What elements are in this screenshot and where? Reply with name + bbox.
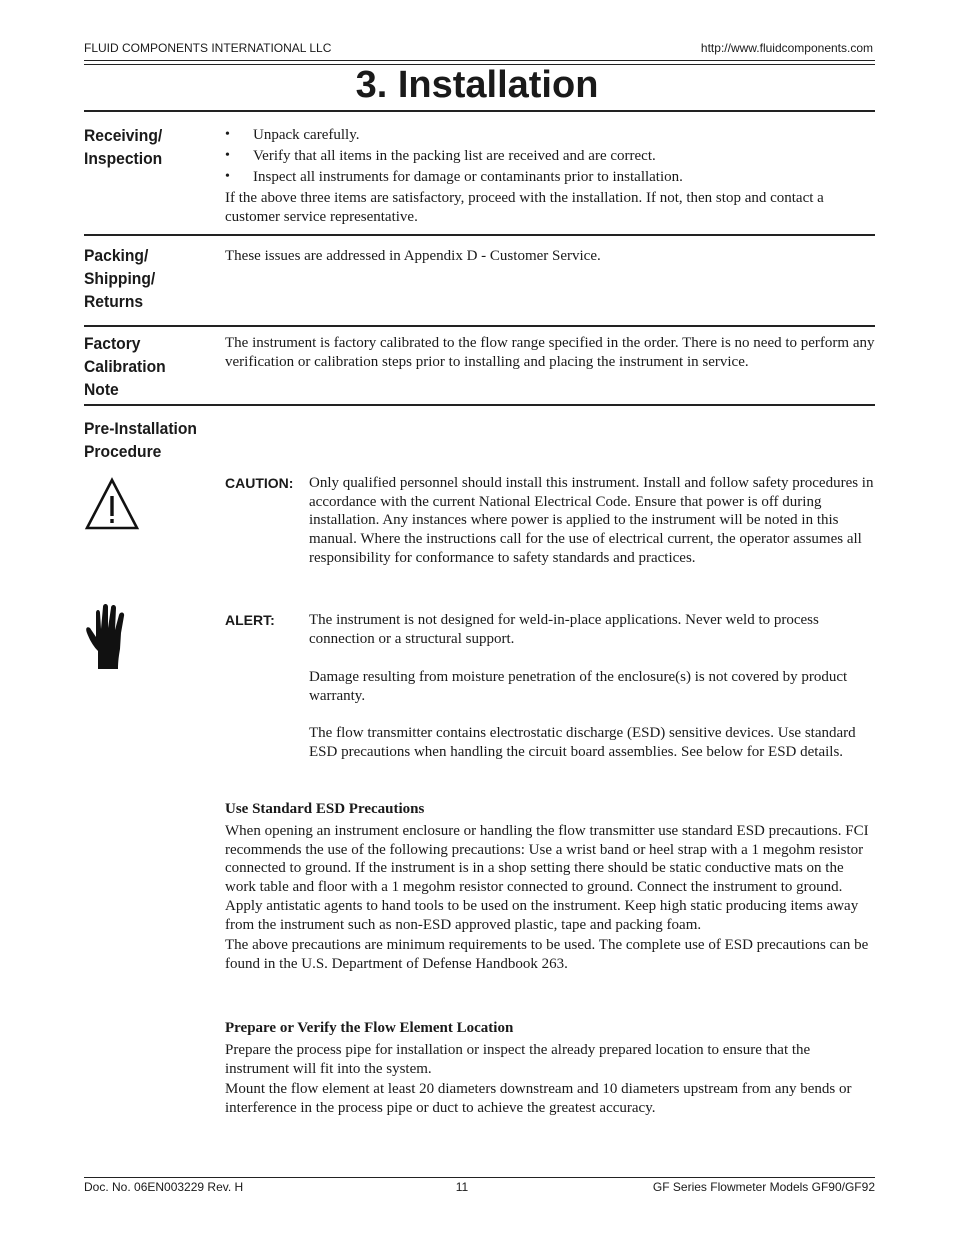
alert-paragraph: [309, 724, 875, 761]
list-item: [225, 126, 875, 147]
location-text: Mount the flow element at least 20 diameters downstream and 10 diameters upstream from any bends or interference in the process pipe or duct to achieve the greatest accuracy.: [225, 1081, 852, 1117]
caution-text: Only qualified personnel should install this instrument. Install and follow safety procedures in accordance with the current National Electrical Code. Ensure that power is off during installation. Any instances where power is applied to the instrument will be noted in this manual. Where the instructions call for the use of electrical current, the operator assumes all responsibility for conformance to safety standards and practices.: [309, 475, 874, 566]
esd-text: When opening an instrument enclosure or handling the flow transmitter use standard ESD precautions. FCI recommends the use of the following precautions: Use a wrist band or heel strap with a 1 megohm resistor connected to ground. If the instrument is in a shop setting there should be static conductive mats on the work table and floor with a 1 megohm resistor connected to ground. Connect the instrument to ground. Apply antistatic agents to hand tools to be used on the instrument. Keep high static producing items away from the instrument such as non-ESD approved plastic, tape and packing foam.: [225, 823, 869, 933]
alert-text: Damage resulting from moisture penetration of the enclosure(s) is not covered by product warranty.: [309, 669, 848, 704]
section-heading-receiving: [84, 124, 204, 170]
alert-text: The flow transmitter contains electrostatic discharge (ESD) sensitive devices. Use standard ESD precautions when handling the circuit board assemblies. See below for ESD details.: [309, 725, 856, 760]
header-rule-top: [84, 60, 875, 61]
receiving-body: [225, 126, 875, 227]
footer-doc-number: Doc. No. 06EN003229 Rev. H: [84, 1180, 244, 1194]
title-rule: [84, 110, 875, 112]
location-text: Prepare the process pipe for installation or inspect the already prepared location to ensure that the instrument will fit into the system.: [225, 1042, 811, 1077]
heading-line: Returns: [84, 292, 144, 311]
esd-text: The above precautions are minimum requirements to be used. The complete use of ESD precautions can be found in the U.S. Department of Defense Handbook 263.: [225, 937, 869, 972]
caution-label: CAUTION:: [225, 475, 294, 491]
header-company: FLUID COMPONENTS INTERNATIONAL LLC: [84, 41, 332, 55]
packing-body: [225, 247, 875, 266]
list-item: [225, 147, 875, 168]
location-body: [225, 1041, 875, 1118]
alert-label: ALERT:: [225, 612, 275, 628]
bullet-icon: •: [225, 127, 230, 142]
heading-line: Shipping/: [84, 269, 156, 288]
factory-body: [225, 334, 875, 372]
heading-line: Factory: [84, 334, 141, 353]
heading-line: Calibration: [84, 357, 166, 376]
footer-rule: [84, 1177, 875, 1178]
packing-text: These issues are addressed in Appendix D - Customer Service.: [225, 248, 601, 264]
heading-line: Receiving/: [84, 126, 163, 145]
list-item-text: Inspect all instruments for damage or contaminants prior to installation.: [253, 169, 683, 185]
section-heading-packing: [84, 244, 204, 313]
heading-line: Inspection: [84, 149, 163, 168]
alert-paragraph: [309, 668, 875, 705]
page-title: 3. Installation: [355, 64, 599, 106]
bullet-icon: •: [225, 169, 230, 184]
footer-page-number: 11: [455, 1180, 469, 1194]
list-item-text: Verify that all items in the packing list are received and are correct.: [253, 148, 656, 164]
bullet-icon: •: [225, 148, 230, 163]
section-rule: [84, 325, 875, 327]
list-item: [225, 168, 875, 189]
heading-line: Pre-Installation: [84, 419, 197, 438]
section-rule: [84, 234, 875, 236]
warning-triangle-icon: [84, 477, 140, 531]
location-heading: Prepare or Verify the Flow Element Location: [225, 1020, 514, 1036]
receiving-note: If the above three items are satisfactory, proceed with the installation. If not, then stop and contact a customer service representative.: [225, 190, 824, 225]
esd-heading: Use Standard ESD Precautions: [225, 801, 425, 817]
caution-text-block: [309, 474, 875, 568]
alert-hand-icon: [84, 603, 134, 669]
esd-body: [225, 822, 875, 974]
section-rule: [84, 404, 875, 406]
alert-paragraph: [309, 611, 875, 648]
section-heading-preinstall: [84, 417, 204, 463]
heading-line: Note: [84, 380, 119, 399]
factory-text: The instrument is factory calibrated to the flow range specified in the order. There is no need to perform any verification or calibration steps prior to installing and placing the instrument in service.: [225, 335, 875, 370]
footer-product: GF Series Flowmeter Models GF90/GF92: [652, 1180, 875, 1194]
header-url: http://www.fluidcomponents.com: [700, 41, 873, 55]
section-heading-factory: [84, 332, 204, 401]
heading-line: Procedure: [84, 442, 162, 461]
list-item-text: Unpack carefully.: [253, 127, 360, 143]
heading-line: Packing/: [84, 246, 149, 265]
alert-text: The instrument is not designed for weld-in-place applications. Never weld to process connection or a structural support.: [309, 612, 819, 647]
